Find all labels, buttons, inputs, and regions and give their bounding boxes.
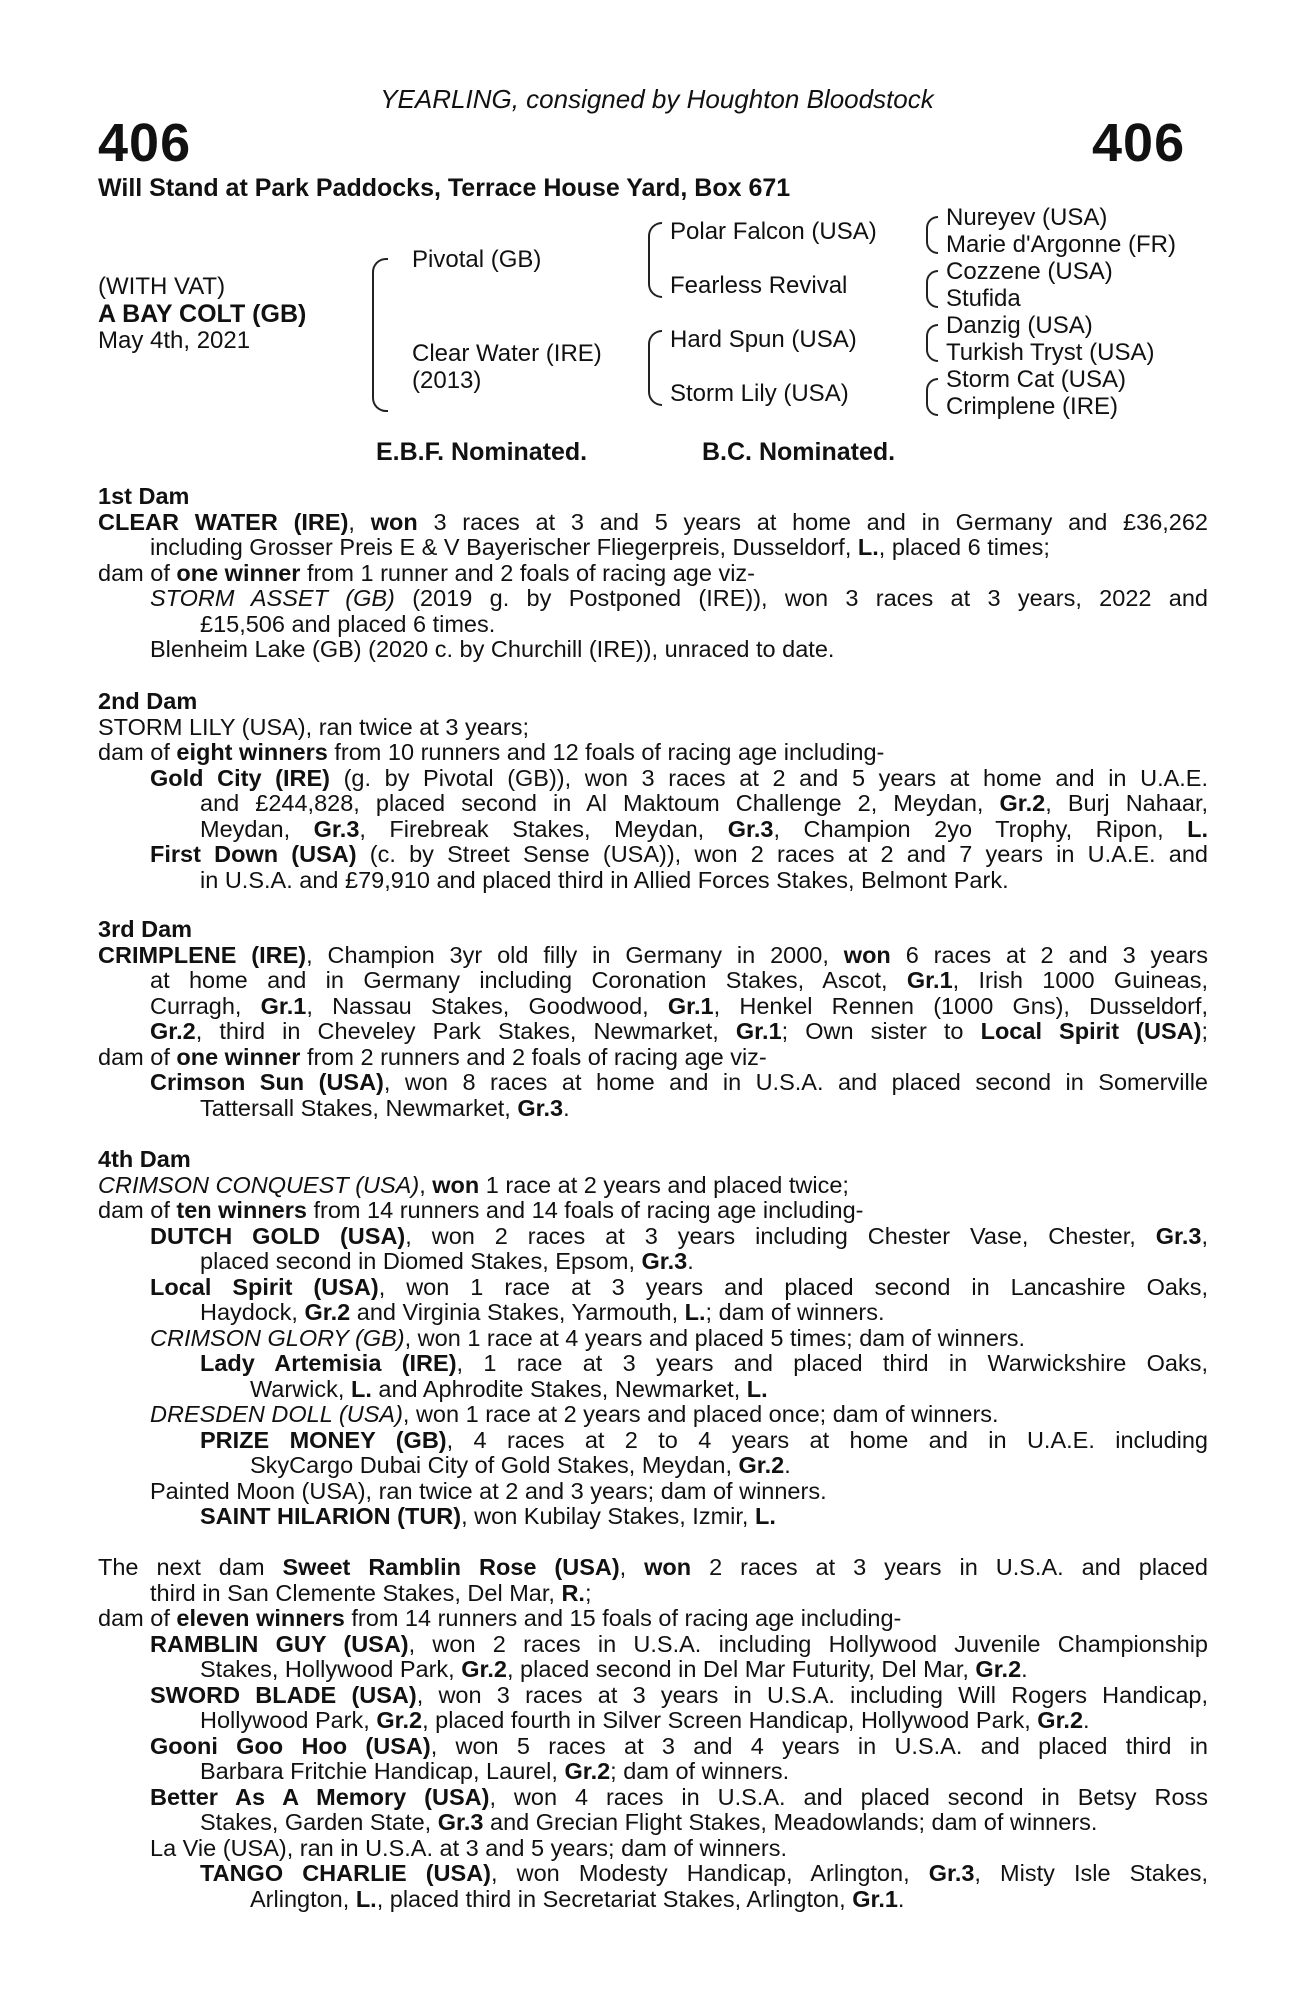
text-run: dam of [98,739,177,765]
text-line [98,1632,1208,1658]
text-run: , Burj Nahaar, [1045,790,1209,816]
text-run: , won 1 race at 4 years and placed 5 times; dam of winners. [404,1324,1026,1351]
text-run: 1 race at 2 years and placed twice; [479,1171,849,1198]
text-run: Gr.3 [641,1248,688,1274]
text-run: , Champion 2yo Trophy, Ripon, [773,815,1188,842]
horse-dob: May 4th, 2021 [98,327,251,354]
text-run: Gr.1 [735,1018,782,1044]
text-run: eight winners [176,739,328,765]
text-run: , [619,1554,645,1580]
text-run: Gr.3 [727,815,774,842]
sdd: Stufida [946,285,1021,312]
text-run: and Grecian Flight Stakes, Meadowlands; dam of winners. [483,1809,1098,1835]
dss: Danzig (USA) [946,312,1093,339]
text-line [98,1351,1208,1377]
text-run: Gr.3 [928,1860,975,1886]
text-run: Gr.2 [999,790,1046,816]
fourth-dam-section [98,1147,1208,1530]
text-run: TANGO CHARLIE (USA) [200,1860,491,1886]
text-run: Lady Artemisia (IRE) [200,1350,457,1376]
section-heading: 4th Dam [98,1146,191,1172]
text-run: Gr.2 [376,1707,423,1733]
text-line [98,1300,1208,1326]
text-run: won [432,1171,480,1198]
text-run: , 1 race at 3 years and placed third in Warwickshire Oaks, [456,1350,1208,1376]
text-run: CRIMSON CONQUEST (USA) [98,1171,420,1198]
stand-location: Will Stand at Park Paddocks, Terrace House Yard, Box 671 [98,174,791,202]
pedigree-brace-sire [648,222,662,298]
text-run: Gr.1 [852,1885,898,1912]
text-run: Gr.3 [313,815,360,842]
text-run: Hollywood Park, [200,1707,377,1733]
text-run: ten winners [176,1197,307,1223]
text-run: Crimson Sun (USA) [150,1069,384,1095]
text-line [98,561,1208,587]
dsd: Turkish Tryst (USA) [946,339,1155,366]
text-run: Gold City (IRE) [150,764,330,791]
text-run: Stakes, Hollywood Park, [200,1656,462,1682]
text-run: Gr.1 [667,992,714,1019]
text-run: ; [1201,1018,1209,1044]
text-run: Gr.2 [1037,1707,1084,1733]
text-line [98,1555,1208,1581]
text-line [98,1275,1208,1301]
text-run: Curragh, [150,992,261,1019]
text-run: ; dam of winners. [705,1299,885,1325]
text-line [98,1428,1208,1454]
text-line [98,1759,1208,1785]
ssd: Marie d'Argonne (FR) [946,231,1176,258]
text-line [98,968,1208,994]
text-run: Gr.2 [564,1758,611,1784]
section-heading: 2nd Dam [98,688,198,714]
text-run: Gr.2 [975,1656,1022,1682]
bc-nomination: B.C. Nominated. [702,438,896,466]
text-run: dam of [98,1197,177,1223]
text-run: Gr.3 [437,1809,484,1835]
text-run: The next dam [98,1554,283,1580]
text-run: Haydock, [200,1299,305,1325]
text-run: placed second in Diomed Stakes, Epsom, [200,1248,642,1274]
text-line [98,943,1208,969]
text-run: CRIMPLENE (IRE) [98,941,307,968]
text-run: L. [857,534,879,560]
text-line: £15,506 and placed 6 times. [200,610,496,637]
text-run: , Nassau Stakes, Goodwood, [306,992,668,1019]
text-run: third in San Clemente Stakes, Del Mar, [150,1579,562,1606]
text-run: Warwick, [250,1375,351,1402]
pedigree-brace-ds [926,324,938,362]
text-run: CLEAR WATER (IRE) [98,508,349,535]
text-run: , placed third in Secretariat Stakes, Arlington, [376,1885,853,1912]
text-run: dam of [98,1605,177,1631]
text-run: ; [584,1579,592,1606]
text-line [98,740,1208,766]
text-line [98,994,1208,1020]
text-line [98,842,1208,868]
text-run: , 4 races at 2 to 4 years at home and in U.A.E. including [446,1426,1208,1453]
section-heading: 1st Dam [98,483,190,509]
text-line [98,1377,1208,1403]
sire-sire: Polar Falcon (USA) [670,218,877,245]
text-run: , won 4 races in U.S.A. and placed second in Betsy Ross [489,1783,1209,1810]
ebf-nomination: E.B.F. Nominated. [376,438,588,466]
text-run: . [784,1452,791,1478]
text-run: SWORD BLADE (USA) [150,1681,417,1708]
text-run: , won 5 races at 3 and 4 years in U.S.A. and placed third in [430,1732,1208,1759]
text-run: , won 3 races at 3 years in U.S.A. including Will Rogers Handicap, [416,1681,1208,1708]
text-run: 6 races at 2 and 3 years [890,941,1209,968]
dam-year: (2013) [412,367,482,394]
text-run: DRESDEN DOLL (USA) [150,1401,403,1427]
text-run: Gr.2 [150,1018,196,1044]
text-line [98,1096,1208,1122]
text-run: and £244,828, placed second in Al Maktoum Challenge 2, Meydan, [200,790,1000,816]
text-run: Gr.3 [1155,1222,1202,1249]
text-run: (g. by Pivotal (GB)), won 3 races at 2 and 5 years at home and in U.A.E. [329,764,1208,791]
text-run: Gr.3 [517,1094,564,1121]
pedigree-brace-dd [926,378,938,416]
lot-number-left: 406 [98,113,192,173]
consignor-line: YEARLING, consigned by Houghton Bloodstock [380,84,934,114]
sss: Nureyev (USA) [946,204,1108,231]
text-line [98,1810,1208,1836]
text-run: . [563,1094,570,1121]
dds: Storm Cat (USA) [946,366,1127,393]
text-run: , Henkel Rennen (1000 Gns), Dusseldorf, [713,992,1208,1019]
text-line [98,817,1208,843]
text-line [98,1453,1208,1479]
text-run: won [843,941,891,968]
sds: Cozzene (USA) [946,258,1113,285]
text-line [98,1326,1208,1352]
text-run: , Misty Isle Stakes, [974,1860,1208,1886]
pedigree-brace-sd [926,270,938,308]
text-run: (c. by Street Sense (USA)), won 2 races at 2 and 7 years in U.A.E. and [356,841,1208,867]
text-run: , placed 6 times; [878,534,1050,560]
text-line [98,1861,1208,1887]
text-run: STORM ASSET (GB) [150,585,395,611]
text-run: Arlington, [250,1885,356,1912]
pedigree-brace-main [372,258,388,412]
text-line: La Vie (USA), ran in U.S.A. at 3 and 5 years; dam of winners. [150,1834,787,1861]
text-run: (2019 g. by Postponed (IRE)), won 3 races at 3 years, 2022 and [394,585,1208,611]
text-line [98,1504,1208,1530]
second-dam-section [98,689,1208,893]
pedigree-brace-dam [648,330,662,406]
vat-note: (WITH VAT) [98,273,226,300]
ddd: Crimplene (IRE) [946,393,1119,420]
text-run: , Irish 1000 Guineas, [952,967,1208,993]
text-run: at home and in Germany including Coronation Stakes, Ascot, [150,967,907,993]
text-line: in U.S.A. and £79,910 and placed third in Allied Forces Stakes, Belmont Park. [200,866,1009,893]
text-line: Blenheim Lake (GB) (2020 c. by Churchill (IRE)), unraced to date. [150,636,835,662]
text-run: Stakes, Garden State, [200,1809,438,1835]
text-run: 2 races at 3 years in U.S.A. and placed [691,1554,1208,1580]
next-dam-section [98,1555,1208,1912]
text-run: L. [754,1503,776,1529]
text-line [98,1581,1208,1607]
text-run: L. [746,1375,768,1402]
text-run: eleven winners [176,1605,345,1631]
lot-number-right: 406 [1092,113,1186,173]
text-line [98,1606,1208,1632]
text-run: Barbara Fritchie Handicap, Laurel, [200,1758,565,1784]
dam: Clear Water (IRE) [412,340,602,367]
section-heading: 3rd Dam [98,916,193,942]
text-line [98,1249,1208,1275]
text-line [98,1019,1208,1045]
text-run: , [1201,1222,1208,1249]
dam-sire: Hard Spun (USA) [670,326,857,353]
text-run: Gr.2 [461,1656,507,1682]
text-run: dam of [98,559,177,586]
horse-name: A BAY COLT (GB) [98,300,307,328]
text-run: , Champion 3yr old filly in Germany in 2000, [306,941,844,968]
text-run: ; Own sister to [781,1018,981,1044]
text-run: Local Spirit (USA) [980,1018,1202,1044]
text-run: won [370,508,418,535]
text-run: , won 2 races at 3 years including Chester Vase, Chester, [405,1222,1156,1249]
text-run: . [1021,1656,1028,1682]
text-run: 3 races at 3 and 5 years at home and in Germany and £36,262 [417,508,1209,535]
text-run: . [897,1885,905,1912]
text-run: , won 1 race at 3 years and placed second in Lancashire Oaks, [378,1273,1208,1300]
text-run: PRIZE MONEY (GB) [200,1426,447,1453]
text-run: and Virginia Stakes, Yarmouth, [350,1299,685,1325]
text-run: L. [350,1375,372,1402]
text-line [98,1070,1208,1096]
sire: Pivotal (GB) [412,246,542,273]
text-run: Local Spirit (USA) [150,1273,379,1300]
text-line [98,1402,1208,1428]
text-line [98,766,1208,792]
text-run: and Aphrodite Stakes, Newmarket, [371,1375,747,1402]
text-line: STORM LILY (USA), ran twice at 3 years; [98,713,529,740]
text-run: , won 8 races at home and in U.S.A. and placed second in Somerville [383,1069,1208,1095]
text-run: Gr.1 [906,967,953,993]
text-run: DUTCH GOLD (USA) [150,1222,406,1249]
third-dam-section [98,917,1208,1121]
text-line [98,1785,1208,1811]
first-dam-section [98,484,1208,663]
text-run: from 14 runners and 15 foals of racing age including- [344,1605,902,1631]
text-line: Painted Moon (USA), ran twice at 2 and 3 years; dam of winners. [150,1477,827,1504]
text-run: from 14 runners and 14 foals of racing age including- [306,1197,864,1223]
dam-dam: Storm Lily (USA) [670,380,849,407]
text-run: won [644,1554,692,1580]
text-run: dam of [98,1043,177,1070]
text-run: Tattersall Stakes, Newmarket, [200,1094,518,1121]
text-run: , [419,1171,433,1198]
text-run: , won Kubilay Stakes, Izmir, [461,1503,755,1529]
text-run: . [687,1248,694,1274]
text-run: L. [684,1299,706,1325]
text-run: R. [561,1579,585,1606]
text-line [98,510,1208,536]
text-run: ; dam of winners. [610,1758,790,1784]
text-run: Sweet Ramblin Rose (USA) [282,1554,620,1580]
text-run: Gr.2 [738,1452,785,1478]
text-line [98,1198,1208,1224]
text-run: one winner [176,1043,301,1070]
text-run: L. [355,1885,377,1912]
text-run: from 10 runners and 12 foals of racing age including- [327,739,885,765]
text-line [98,1657,1208,1683]
text-line [98,791,1208,817]
text-run: from 2 runners and 2 foals of racing age viz- [300,1043,767,1070]
text-run: , [348,508,371,535]
text-run: SAINT HILARION (TUR) [200,1503,462,1529]
text-run: Meydan, [200,815,314,842]
text-run: , won 2 races in U.S.A. including Hollywood Juvenile Championship [408,1630,1208,1657]
text-run: Gr.2 [304,1299,351,1325]
text-line [98,1173,1208,1199]
text-line [98,586,1208,612]
text-run: from 1 runner and 2 foals of racing age viz- [300,559,755,586]
text-run: L. [1187,815,1209,842]
text-run: Gooni Goo Hoo (USA) [150,1732,431,1759]
text-line [98,1045,1208,1071]
pedigree-brace-ss [926,216,938,254]
text-run: , placed fourth in Silver Screen Handicap, Hollywood Park, [422,1707,1038,1733]
text-run: including Grosser Preis E & V Bayerischer Fliegerpreis, Dusseldorf, [150,534,858,560]
text-run: , won Modesty Handicap, Arlington, [491,1860,929,1886]
text-run: Better As A Memory (USA) [150,1783,490,1810]
text-line [98,1734,1208,1760]
sire-dam: Fearless Revival [670,272,848,299]
text-run: , third in Cheveley Park Stakes, Newmarket, [195,1018,736,1044]
text-run: CRIMSON GLORY (GB) [150,1324,405,1351]
text-run: First Down (USA) [150,841,357,867]
text-run: Gr.1 [260,992,307,1019]
text-run: , won 1 race at 2 years and placed once; dam of winners. [402,1401,999,1427]
text-run: one winner [176,559,301,586]
text-line [98,1224,1208,1250]
text-line [98,1708,1208,1734]
text-run: SkyCargo Dubai City of Gold Stakes, Meydan, [250,1452,739,1478]
text-run: RAMBLIN GUY (USA) [150,1630,409,1657]
text-line [98,535,1208,561]
text-run: . [1083,1707,1090,1733]
text-run: , Firebreak Stakes, Meydan, [359,815,728,842]
text-line [98,1887,1208,1913]
text-line [98,1683,1208,1709]
text-run: , placed second in Del Mar Futurity, Del Mar, [506,1656,976,1682]
